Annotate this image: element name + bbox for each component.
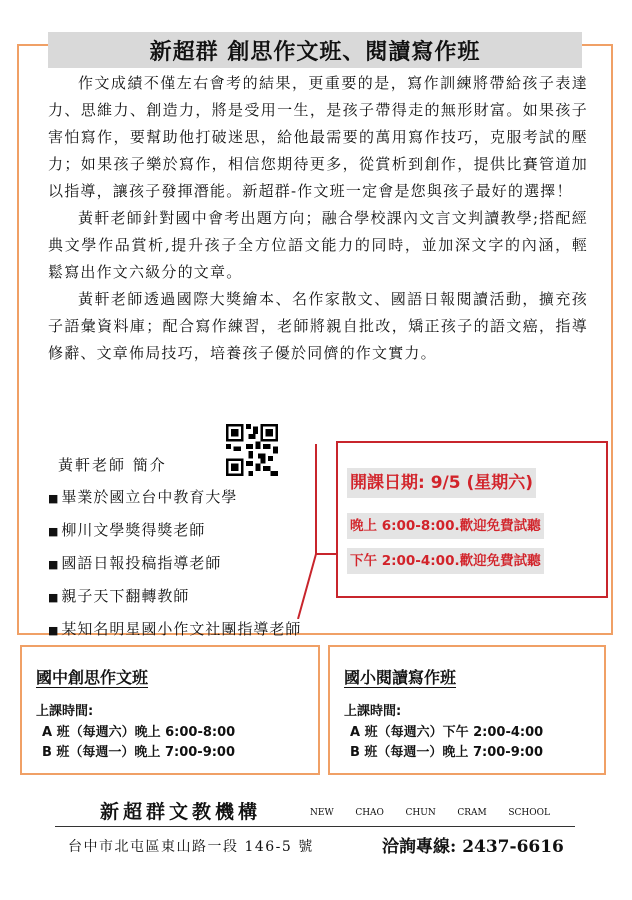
- bio-item: ■ 畢業於國立台中教育大學: [48, 482, 301, 515]
- elementary-class-title: 國小閱讀寫作班: [344, 668, 457, 687]
- junior-class-a: A 班（每週六）晚上 6:00-8:00: [42, 725, 236, 740]
- org-english-word: NEW: [310, 808, 334, 818]
- junior-class-time-label: 上課時間:: [36, 704, 94, 719]
- elementary-class-a: A 班（每週六）下午 2:00-4:00: [350, 725, 544, 740]
- bio-item: ■ 某知名明星國小作文社團指導老師: [48, 614, 301, 647]
- org-english-word: CHUN: [405, 808, 436, 818]
- junior-class-b: B 班（每週一）晚上 7:00-9:00: [42, 745, 236, 760]
- bio-item: ■ 親子天下翻轉教師: [48, 581, 301, 614]
- bio-item: ■ 國語日報投稿指導老師: [48, 548, 301, 581]
- address: 台中市北屯區東山路一段 146-5 號: [68, 839, 314, 855]
- page-title: [48, 32, 582, 68]
- schedule-box: [336, 441, 608, 598]
- afternoon-trial-session: 下午 2:00-4:00.歡迎免費試聽: [347, 548, 544, 574]
- start-date: 開課日期: 9/5 (星期六): [347, 468, 536, 498]
- intro-paragraph-2: 黃軒老師針對國中會考出題方向；融合學校課內文言文判讀教學;搭配經典文學作品賞析,提升孩子全方位語文能力的同時，並加深文字的內涵，輕鬆寫出作文六級分的文章。: [48, 209, 588, 281]
- teacher-intro-heading: 黃軒老師 簡介: [58, 456, 167, 474]
- contact-phone[interactable]: 洽詢專線: 2437-6616: [382, 837, 564, 857]
- page-title-text: 新超群 創思作文班、閱讀寫作班: [149, 38, 481, 65]
- org-english-word: CRAM: [457, 808, 487, 818]
- org-english-name: [310, 808, 550, 818]
- intro-text: [48, 70, 588, 367]
- intro-paragraph-1: 作文成績不僅左右會考的結果，更重要的是，寫作訓練將帶給孩子表達力、思維力、創造力，將是受用一生，是孩子帶得走的無形財富。如果孩子害怕寫作，要幫助他打破迷思，給他最需要的萬用寫作技巧，克服考試的壓力；如果孩子樂於寫作，相信您期待更多，從賞析到創作，提供比賽管道加以指導，讓孩子發揮潛能。新超群-作文班一定會是您與孩子最好的選擇！: [48, 74, 588, 200]
- elementary-class-b: B 班（每週一）晚上 7:00-9:00: [350, 745, 544, 760]
- teacher-bio-list: [48, 482, 301, 647]
- org-name: 新超群文教機構: [100, 801, 262, 823]
- connector-line: [296, 444, 338, 619]
- junior-class-title: 國中創思作文班: [36, 668, 149, 687]
- elementary-class-time-label: 上課時間:: [344, 704, 402, 719]
- evening-trial-session: 晚上 6:00-8:00.歡迎免費試聽: [347, 513, 544, 539]
- org-english-word: SCHOOL: [508, 808, 550, 818]
- qr-code-icon[interactable]: [226, 424, 278, 476]
- intro-paragraph-3: 黃軒老師透過國際大獎繪本、名作家散文、國語日報閱讀活動，擴充孩子語彙資料庫；配合寫作練習，老師將親自批改，矯正孩子的語文癌，指導修辭、文章佈局技巧，培養孩子優於同儕的作文實力。: [48, 290, 588, 362]
- org-english-word: CHAO: [355, 808, 384, 818]
- junior-class-box: [20, 645, 320, 775]
- footer-divider: [55, 826, 575, 827]
- bio-item: ■ 柳川文學獎得獎老師: [48, 515, 301, 548]
- elementary-class-box: [328, 645, 606, 775]
